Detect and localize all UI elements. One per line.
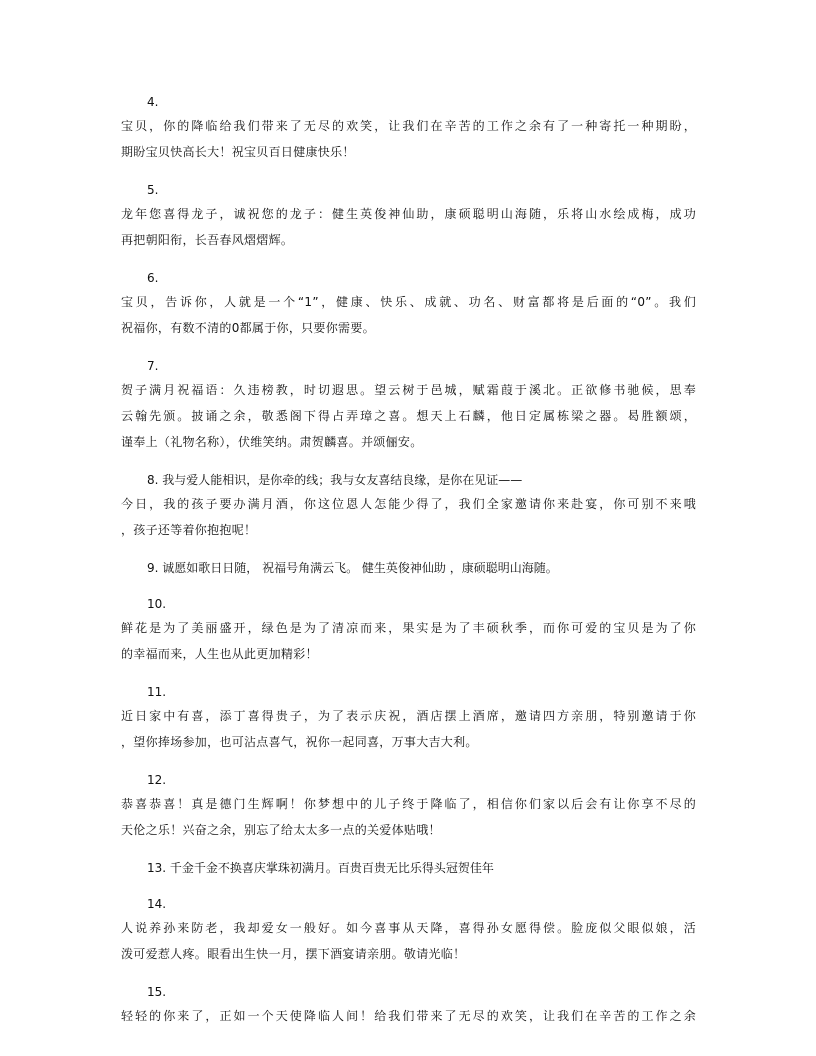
- entry-number: 5.: [147, 183, 159, 197]
- entry-text-line: 恭喜恭喜！真是德门生辉啊！你梦想中的儿子终于降临了，相信你们家以后会有让你享不尽的: [121, 797, 696, 811]
- entry-number: 4.: [147, 95, 159, 109]
- entry-text-line: 贺子满月祝福语：久违榜教，时切遐思。望云树于邑城，赋霜葭于溪北。正欲修书驰候，思奉: [121, 383, 696, 397]
- entry-text-line: 今日，我的孩子要办满月酒，你这位恩人怎能少得了，我们全家邀请你来赴宴，你可别不来哦: [121, 497, 696, 511]
- entry-4: [121, 92, 696, 168]
- entry-number: 14.: [147, 897, 167, 911]
- entry-text-line: ，孩子还等着你抱抱呢！: [121, 523, 257, 537]
- entry-text-line: 鲜花是为了美丽盛开，绿色是为了清凉而来，果实是为了丰硕秋季，而你可爱的宝贝是为了你: [121, 621, 696, 635]
- entry-text-line: 龙年您喜得龙子，诚祝您的龙子：健生英俊神仙助，康硕聪明山海随，乐将山水绘成梅，成功: [121, 207, 696, 221]
- entry-text-line: 祝福你，有数不清的0都属于你，只要你需要。: [121, 321, 375, 335]
- entry-number: 10.: [147, 597, 167, 611]
- entry-11: [121, 682, 696, 758]
- entry-12: [121, 770, 696, 846]
- entry-number: 7.: [147, 359, 159, 373]
- entry-8: [121, 470, 696, 546]
- entry-text-line: 云翰先颁。披诵之余，敬悉阁下得占弄璋之喜。想天上石麟，他日定属栋梁之器。曷胜额颂，: [121, 409, 696, 423]
- entry-number: 15.: [147, 985, 167, 999]
- entry-number: 11.: [147, 685, 167, 699]
- entry-5: [121, 180, 696, 256]
- entry-inline-text: 9. 诚愿如歌日日随， 祝福号角满云飞。 健生英俊神仙助 ，康硕聪明山海随。: [147, 561, 558, 575]
- entry-text-line: 再把朝阳衔，长吾春风熠熠辉。: [121, 233, 294, 247]
- entry-number: 12.: [147, 773, 167, 787]
- entry-text-line: 的幸福而来，人生也从此更加精彩！: [121, 647, 318, 661]
- entry-inline-text: 8. 我与爱人能相识，是你牵的线；我与女友喜结良缘，是你在见证——: [147, 473, 523, 487]
- entry-15: [121, 982, 696, 1032]
- entry-13: [121, 858, 696, 882]
- entry-text-line: 人说养孙来防老，我却爱女一般好。如今喜事从天降，喜得孙女愿得偿。脸庞似父眼似娘，活: [121, 921, 696, 935]
- entry-text-line: 轻轻的你来了，正如一个天使降临人间！给我们带来了无尽的欢笑，让我们在辛苦的工作之余: [121, 1009, 696, 1023]
- entry-text-line: ，望你捧场参加，也可沾点喜气，祝你一起同喜，万事大吉大利。: [121, 735, 478, 749]
- entry-text-line: 泼可爱惹人疼。眼看出生快一月，摆下酒宴请亲朋。敬请光临！: [121, 947, 466, 961]
- entry-inline-text: 13. 千金千金不换喜庆掌珠初满月。百贵百贵无比乐得头冠贺佳年: [147, 861, 494, 875]
- entry-text-line: 期盼宝贝快高长大！祝宝贝百日健康快乐！: [121, 145, 355, 159]
- entry-7: [121, 356, 696, 458]
- entry-text-line: 天伦之乐！兴奋之余，别忘了给太太多一点的关爱体贴哦！: [121, 823, 441, 837]
- entry-6: [121, 268, 696, 344]
- entry-14: [121, 894, 696, 970]
- entry-10: [121, 594, 696, 670]
- entry-9: [121, 558, 696, 582]
- entry-text-line: 近日家中有喜，添丁喜得贵子，为了表示庆祝，酒店摆上酒席，邀请四方亲朋，特别邀请于你: [121, 709, 696, 723]
- entry-text-line: 宝贝，你的降临给我们带来了无尽的欢笑，让我们在辛苦的工作之余有了一种寄托一种期盼，: [121, 119, 696, 133]
- entry-text-line: 谨奉上（礼物名称），伏维笑纳。肃贺麟喜。并颂俪安。: [121, 435, 423, 449]
- entry-number: 6.: [147, 271, 159, 285]
- document-page: [121, 92, 696, 1044]
- entry-text-line: 宝贝，告诉你，人就是一个“1”，健康、快乐、成就、功名、财富都将是后面的“0”。我们: [121, 295, 696, 309]
